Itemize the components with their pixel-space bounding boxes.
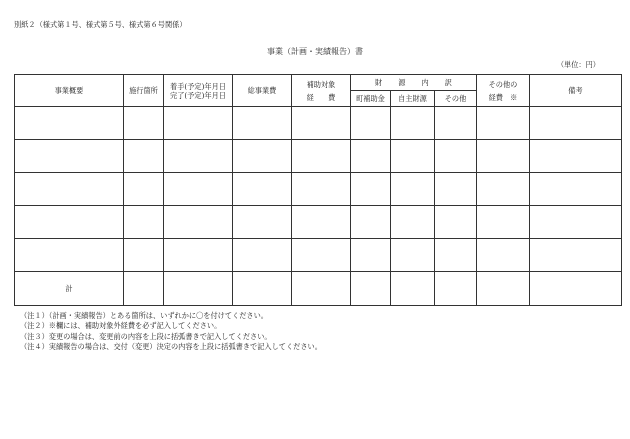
input-cell[interactable]	[233, 140, 292, 173]
note-1: （注１）（計画・実績報告）とある箇所は、いずれかに〇を付けてください。	[20, 311, 268, 320]
header-dates	[164, 75, 233, 107]
unit-label: （単位：円）	[556, 60, 600, 69]
input-cell[interactable]	[530, 140, 622, 173]
input-cell[interactable]	[164, 239, 233, 272]
form-reference: 別紙２（様式第１号、様式第５号、様式第６号関係）	[14, 20, 187, 29]
input-cell[interactable]	[435, 140, 477, 173]
input-cell[interactable]	[124, 107, 164, 140]
input-cell[interactable]	[477, 239, 530, 272]
input-cell[interactable]	[530, 173, 622, 206]
input-cell[interactable]	[233, 272, 292, 306]
funding-char-1: 財	[375, 78, 383, 87]
header-end-date: 完了(予定)年月日	[170, 90, 226, 100]
header-subsidy-line2: 経 費	[306, 92, 336, 102]
input-cell[interactable]	[233, 173, 292, 206]
note-2: （注２）※欄には、補助対象外経費を必ず記入してください。	[20, 321, 222, 331]
input-cell[interactable]	[292, 140, 351, 173]
table-row	[15, 173, 622, 206]
header-other-cost	[477, 75, 530, 107]
input-cell[interactable]	[233, 107, 292, 140]
funding-char-2: 源	[398, 78, 406, 87]
input-cell[interactable]	[292, 206, 351, 239]
total-label: 計	[15, 272, 124, 306]
input-cell[interactable]	[351, 239, 391, 272]
input-cell[interactable]	[391, 173, 435, 206]
header-subsidy-target	[292, 75, 351, 107]
input-cell[interactable]	[435, 272, 477, 306]
notes-section	[20, 311, 322, 353]
input-cell[interactable]	[435, 107, 477, 140]
input-cell[interactable]	[292, 272, 351, 306]
input-cell[interactable]	[391, 107, 435, 140]
funding-char-4: 訳	[444, 78, 452, 87]
input-cell[interactable]	[292, 173, 351, 206]
input-cell[interactable]	[15, 206, 124, 239]
input-cell[interactable]	[477, 107, 530, 140]
input-cell[interactable]	[351, 140, 391, 173]
total-row	[15, 272, 622, 306]
input-cell[interactable]	[435, 173, 477, 206]
document-title: 事業（計画・実績報告）書	[267, 47, 363, 56]
header-funding-breakdown	[351, 75, 477, 91]
input-cell[interactable]	[530, 272, 622, 306]
input-cell[interactable]	[391, 206, 435, 239]
input-cell[interactable]	[530, 107, 622, 140]
header-other: その他	[435, 91, 477, 107]
input-cell[interactable]	[124, 206, 164, 239]
input-cell[interactable]	[351, 107, 391, 140]
input-cell[interactable]	[351, 206, 391, 239]
header-start-date: 着手(予定)年月日	[170, 81, 226, 91]
header-overview: 事業概要	[15, 75, 124, 107]
input-cell[interactable]	[124, 239, 164, 272]
input-cell[interactable]	[477, 173, 530, 206]
header-other-cost-line1: その他の	[488, 79, 518, 89]
input-cell[interactable]	[233, 239, 292, 272]
table-row	[15, 206, 622, 239]
input-cell[interactable]	[435, 206, 477, 239]
input-cell[interactable]	[15, 173, 124, 206]
input-cell[interactable]	[435, 239, 477, 272]
table-row	[15, 239, 622, 272]
table-row	[15, 140, 622, 173]
input-cell[interactable]	[15, 107, 124, 140]
input-cell[interactable]	[164, 107, 233, 140]
table-row	[15, 107, 622, 140]
input-cell[interactable]	[164, 140, 233, 173]
header-town-subsidy: 町補助金	[351, 91, 391, 107]
input-cell[interactable]	[124, 173, 164, 206]
note-3: （注３）変更の場合は、変更前の内容を上段に括弧書きで記入してください。	[20, 331, 272, 341]
header-own-funds: 自主財源	[391, 91, 435, 107]
input-cell[interactable]	[391, 239, 435, 272]
input-cell[interactable]	[351, 173, 391, 206]
input-cell[interactable]	[530, 239, 622, 272]
input-cell[interactable]	[164, 206, 233, 239]
input-cell[interactable]	[477, 206, 530, 239]
input-cell[interactable]	[164, 173, 233, 206]
input-cell[interactable]	[292, 239, 351, 272]
input-cell[interactable]	[477, 140, 530, 173]
header-location: 施行箇所	[124, 75, 164, 107]
input-cell[interactable]	[15, 239, 124, 272]
note-4: （注４）実績報告の場合は、交付（変更）決定の内容を上段に括弧書きで記入してください。	[20, 342, 322, 352]
input-cell[interactable]	[391, 272, 435, 306]
input-cell[interactable]	[391, 140, 435, 173]
input-cell[interactable]	[292, 107, 351, 140]
project-table	[14, 74, 622, 306]
header-other-cost-line2: 経費 ※	[488, 92, 518, 102]
input-cell[interactable]	[351, 272, 391, 306]
input-cell[interactable]	[530, 206, 622, 239]
input-cell[interactable]	[124, 272, 164, 306]
input-cell[interactable]	[164, 272, 233, 306]
header-remarks: 備考	[530, 75, 622, 107]
header-total-cost: 総事業費	[233, 75, 292, 107]
input-cell[interactable]	[15, 140, 124, 173]
input-cell[interactable]	[477, 272, 530, 306]
funding-char-3: 内	[421, 78, 429, 87]
header-subsidy-line1: 補助対象	[306, 79, 336, 89]
input-cell[interactable]	[124, 140, 164, 173]
input-cell[interactable]	[233, 206, 292, 239]
